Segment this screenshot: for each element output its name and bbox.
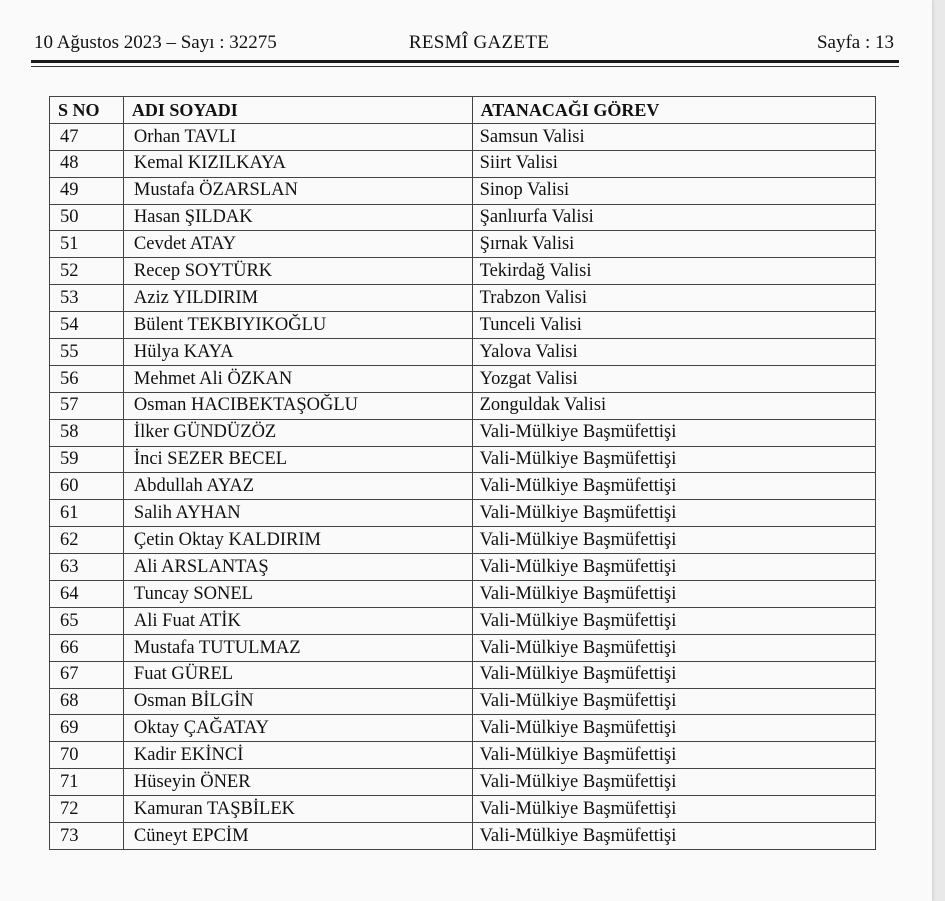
cell-no: 59 xyxy=(50,446,124,473)
cell-name: Abdullah AYAZ xyxy=(123,473,472,500)
cell-name: Fuat GÜREL xyxy=(123,661,472,688)
cell-no: 63 xyxy=(50,554,124,581)
cell-duty: Tekirdağ Valisi xyxy=(472,258,875,285)
cell-no: 64 xyxy=(50,581,124,608)
gazette-title: RESMÎ GAZETE xyxy=(408,32,550,53)
cell-name: Osman BİLGİN xyxy=(123,688,472,715)
table-row xyxy=(50,554,876,581)
cell-no: 67 xyxy=(50,661,124,688)
cell-name: Mustafa TUTULMAZ xyxy=(123,634,472,661)
cell-name: Mehmet Ali ÖZKAN xyxy=(123,365,472,392)
cell-no: 61 xyxy=(50,500,124,527)
cell-name: Çetin Oktay KALDIRIM xyxy=(123,527,472,554)
table-row xyxy=(50,607,876,634)
cell-duty: Vali-Mülkiye Başmüfettişi xyxy=(472,769,875,796)
table-row xyxy=(50,285,876,312)
cell-name: Kemal KIZILKAYA xyxy=(123,150,472,177)
cell-no: 50 xyxy=(50,204,124,231)
cell-name: Recep SOYTÜRK xyxy=(123,258,472,285)
cell-no: 69 xyxy=(50,715,124,742)
table-row xyxy=(50,581,876,608)
table-row xyxy=(50,123,876,150)
cell-duty: Tunceli Valisi xyxy=(472,312,875,339)
cell-name: Osman HACIBEKTAŞOĞLU xyxy=(123,392,472,419)
cell-duty: Vali-Mülkiye Başmüfettişi xyxy=(472,607,875,634)
table-row xyxy=(50,500,876,527)
cell-name: Hüseyin ÖNER xyxy=(123,769,472,796)
table-row xyxy=(50,177,876,204)
cell-name: Hülya KAYA xyxy=(123,339,472,366)
cell-name: Cevdet ATAY xyxy=(123,231,472,258)
table-row xyxy=(50,769,876,796)
cell-name: Oktay ÇAĞATAY xyxy=(123,715,472,742)
cell-name: Aziz YILDIRIM xyxy=(123,285,472,312)
table-row xyxy=(50,796,876,823)
cell-name: Mustafa ÖZARSLAN xyxy=(123,177,472,204)
cell-no: 73 xyxy=(50,823,124,850)
cell-no: 65 xyxy=(50,607,124,634)
table-row xyxy=(50,365,876,392)
cell-no: 52 xyxy=(50,258,124,285)
cell-name: Kamuran TAŞBİLEK xyxy=(123,796,472,823)
appointment-table xyxy=(49,96,876,850)
cell-duty: Vali-Mülkiye Başmüfettişi xyxy=(472,446,875,473)
cell-no: 57 xyxy=(50,392,124,419)
cell-name: Ali ARSLANTAŞ xyxy=(123,554,472,581)
cell-duty: Vali-Mülkiye Başmüfettişi xyxy=(472,554,875,581)
cell-duty: Şırnak Valisi xyxy=(472,231,875,258)
cell-name: Bülent TEKBIYIKOĞLU xyxy=(123,312,472,339)
table-row xyxy=(50,419,876,446)
cell-duty: Vali-Mülkiye Başmüfettişi xyxy=(472,796,875,823)
table-row xyxy=(50,392,876,419)
cell-no: 72 xyxy=(50,796,124,823)
cell-no: 68 xyxy=(50,688,124,715)
cell-duty: Vali-Mülkiye Başmüfettişi xyxy=(472,688,875,715)
column-header-name: ADI SOYADI xyxy=(123,97,472,124)
cell-name: Orhan TAVLI xyxy=(123,123,472,150)
cell-no: 54 xyxy=(50,312,124,339)
cell-name: Kadir EKİNCİ xyxy=(123,742,472,769)
table-row xyxy=(50,634,876,661)
page-header xyxy=(34,30,898,56)
cell-duty: Yalova Valisi xyxy=(472,339,875,366)
cell-no: 55 xyxy=(50,339,124,366)
table-header-row xyxy=(50,97,876,124)
cell-no: 49 xyxy=(50,177,124,204)
cell-no: 66 xyxy=(50,634,124,661)
issue-date-number: 10 Ağustos 2023 – Sayı : 32275 xyxy=(34,32,277,53)
table-row xyxy=(50,715,876,742)
table-row xyxy=(50,688,876,715)
table-row xyxy=(50,312,876,339)
cell-duty: Siirt Valisi xyxy=(472,150,875,177)
table-row xyxy=(50,742,876,769)
cell-name: Hasan ŞILDAK xyxy=(123,204,472,231)
cell-duty: Şanlıurfa Valisi xyxy=(472,204,875,231)
cell-name: Salih AYHAN xyxy=(123,500,472,527)
cell-duty: Vali-Mülkiye Başmüfettişi xyxy=(472,500,875,527)
table-row xyxy=(50,150,876,177)
cell-name: Cüneyt EPCİM xyxy=(123,823,472,850)
cell-duty: Vali-Mülkiye Başmüfettişi xyxy=(472,823,875,850)
cell-name: Tuncay SONEL xyxy=(123,581,472,608)
cell-duty: Trabzon Valisi xyxy=(472,285,875,312)
cell-duty: Vali-Mülkiye Başmüfettişi xyxy=(472,742,875,769)
cell-name: İnci SEZER BECEL xyxy=(123,446,472,473)
cell-no: 62 xyxy=(50,527,124,554)
table-row xyxy=(50,473,876,500)
cell-duty: Vali-Mülkiye Başmüfettişi xyxy=(472,581,875,608)
table-row xyxy=(50,204,876,231)
cell-no: 70 xyxy=(50,742,124,769)
cell-duty: Vali-Mülkiye Başmüfettişi xyxy=(472,661,875,688)
cell-no: 71 xyxy=(50,769,124,796)
cell-name: İlker GÜNDÜZÖZ xyxy=(123,419,472,446)
table-row xyxy=(50,661,876,688)
table-row xyxy=(50,527,876,554)
cell-duty: Yozgat Valisi xyxy=(472,365,875,392)
column-header-no: S NO xyxy=(50,97,124,124)
cell-no: 58 xyxy=(50,419,124,446)
cell-no: 56 xyxy=(50,365,124,392)
cell-duty: Vali-Mülkiye Başmüfettişi xyxy=(472,527,875,554)
cell-no: 53 xyxy=(50,285,124,312)
cell-duty: Zonguldak Valisi xyxy=(472,392,875,419)
table-row xyxy=(50,823,876,850)
header-rule-thin xyxy=(31,66,899,67)
table-row xyxy=(50,446,876,473)
cell-duty: Sinop Valisi xyxy=(472,177,875,204)
page-number: Sayfa : 13 xyxy=(816,32,894,53)
cell-duty: Vali-Mülkiye Başmüfettişi xyxy=(472,473,875,500)
cell-no: 51 xyxy=(50,231,124,258)
cell-duty: Vali-Mülkiye Başmüfettişi xyxy=(472,634,875,661)
cell-duty: Samsun Valisi xyxy=(472,123,875,150)
table-row xyxy=(50,258,876,285)
column-header-duty: ATANACAĞI GÖREV xyxy=(472,97,875,124)
cell-no: 47 xyxy=(50,123,124,150)
cell-duty: Vali-Mülkiye Başmüfettişi xyxy=(472,419,875,446)
table-row xyxy=(50,231,876,258)
cell-duty: Vali-Mülkiye Başmüfettişi xyxy=(472,715,875,742)
table-row xyxy=(50,339,876,366)
cell-no: 48 xyxy=(50,150,124,177)
cell-name: Ali Fuat ATİK xyxy=(123,607,472,634)
cell-no: 60 xyxy=(50,473,124,500)
header-rule-thick xyxy=(31,60,899,63)
